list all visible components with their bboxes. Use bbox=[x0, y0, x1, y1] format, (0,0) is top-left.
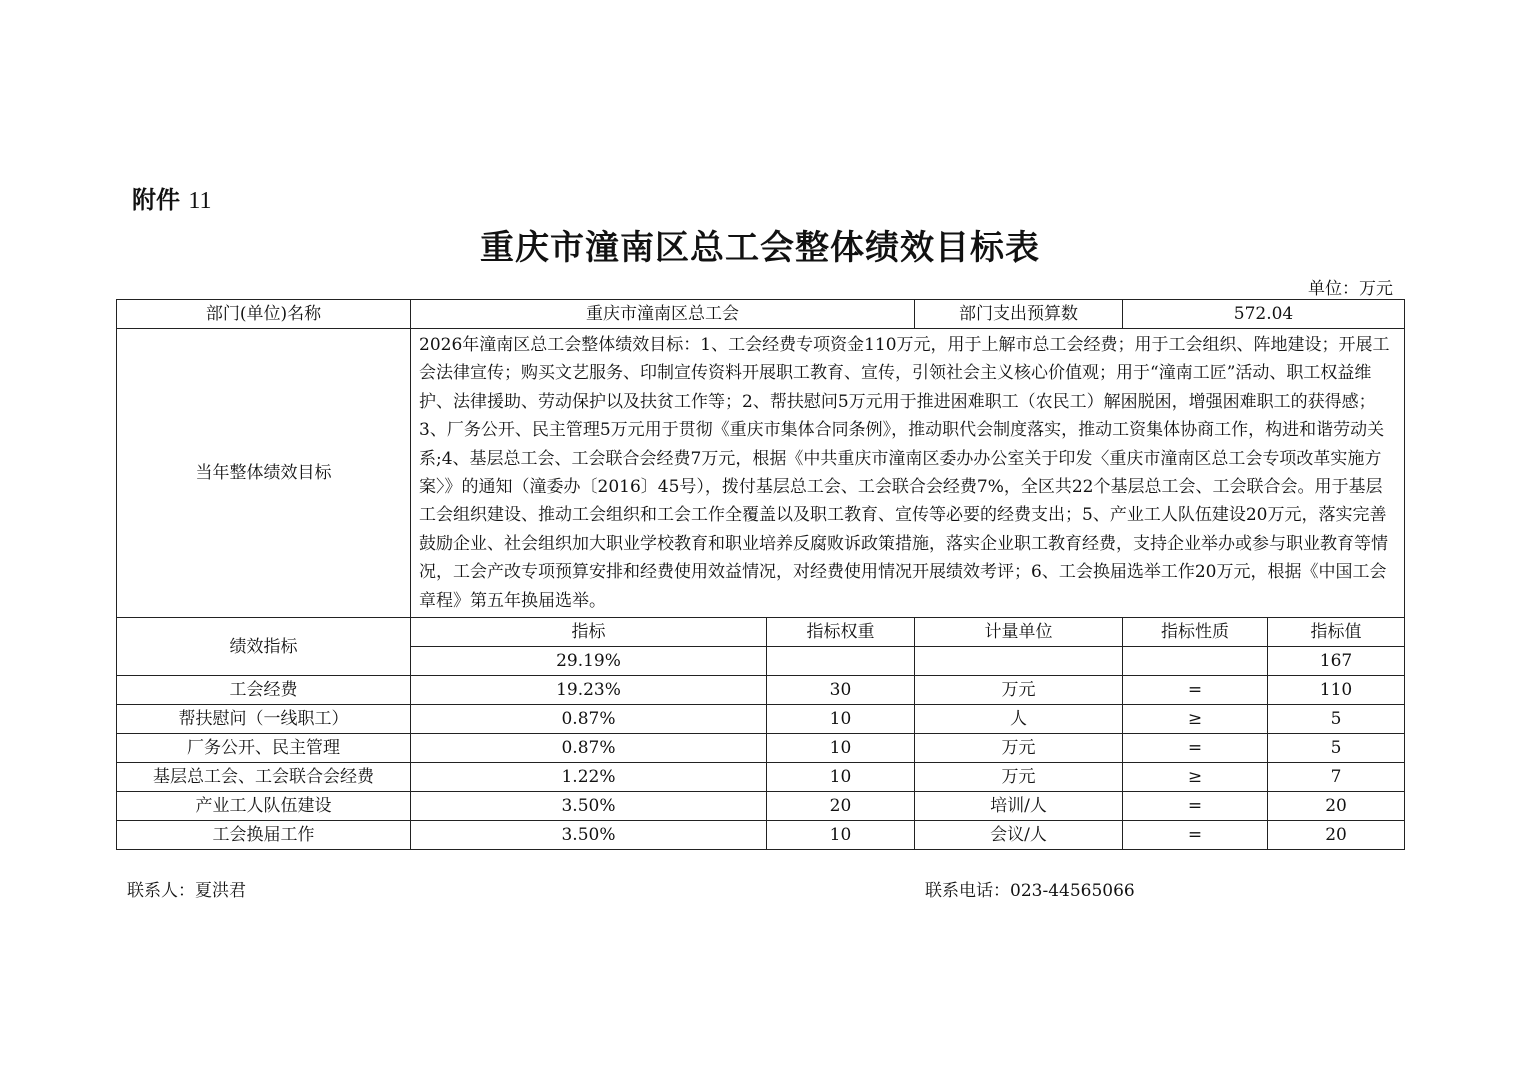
row-name: 厂务公开、民主管理 bbox=[117, 734, 411, 763]
row-indicator: 3.50% bbox=[411, 792, 767, 821]
column-header-value: 指标值 bbox=[1268, 618, 1405, 647]
row-unit: 万元 bbox=[915, 676, 1123, 705]
table-row bbox=[117, 821, 1405, 850]
row-nature: ≥ bbox=[1123, 763, 1268, 792]
column-header-unit: 计量单位 bbox=[915, 618, 1123, 647]
column-header-nature: 指标性质 bbox=[1123, 618, 1268, 647]
row-weight: 10 bbox=[767, 763, 915, 792]
row-name: 工会换届工作 bbox=[117, 821, 411, 850]
row-name: 基层总工会、工会联合会经费 bbox=[117, 763, 411, 792]
summary-unit bbox=[915, 647, 1123, 676]
column-header-weight: 指标权重 bbox=[767, 618, 915, 647]
indicator-section-label: 绩效指标 bbox=[117, 618, 411, 676]
row-weight: 30 bbox=[767, 676, 915, 705]
summary-value: 167 bbox=[1268, 647, 1405, 676]
row-name: 帮扶慰问（一线职工） bbox=[117, 705, 411, 734]
table-row bbox=[117, 763, 1405, 792]
dept-name-label: 部门(单位)名称 bbox=[117, 300, 411, 329]
attachment-label bbox=[132, 180, 211, 215]
indicator-header-row bbox=[117, 618, 1405, 647]
attachment-prefix: 附件 bbox=[132, 186, 180, 214]
contact-person: 联系人：夏洪君 bbox=[127, 881, 246, 901]
header-row bbox=[117, 300, 1405, 329]
row-indicator: 1.22% bbox=[411, 763, 767, 792]
row-unit: 人 bbox=[915, 705, 1123, 734]
row-name: 工会经费 bbox=[117, 676, 411, 705]
row-name: 产业工人队伍建设 bbox=[117, 792, 411, 821]
unit-label: 单位：万元 bbox=[1308, 279, 1393, 299]
row-indicator: 0.87% bbox=[411, 705, 767, 734]
table-row bbox=[117, 792, 1405, 821]
page-title: 重庆市潼南区总工会整体绩效目标表 bbox=[480, 228, 1040, 268]
row-value: 20 bbox=[1268, 821, 1405, 850]
budget-value: 572.04 bbox=[1123, 300, 1405, 329]
row-nature: = bbox=[1123, 792, 1268, 821]
row-nature: = bbox=[1123, 734, 1268, 763]
row-unit: 会议/人 bbox=[915, 821, 1123, 850]
goal-text: 2026年潼南区总工会整体绩效目标：1、工会经费专项资金110万元，用于上解市总工会经费；用于工会组织、阵地建设；开展工会法律宣传；购买文艺服务、印制宣传资料开展职工教育、宣传，引领社会主义核心价值观；用于“潼南工匠”活动、职工权益维护、法律援助、劳动保护以及扶贫工作等；2、帮扶慰问5万元用于推进困难职工（农民工）解困脱困，增强困难职工的获得感；3、厂务公开、民主管理5万元用于贯彻《重庆市集体合同条例》，推动职代会制度落实，推动工资集体协商工作，构进和谐劳动关系;4、基层总工会、工会联合会经费7万元，根据《中共重庆市潼南区委办办公室关于印发〈重庆市潼南区总工会专项改革实施方案〉》的通知（潼委办〔2016〕45号），拨付基层总工会、工会联合会经费7%，全区共22个基层总工会、工会联合会。用于基层工会组织建设、推动工会组织和工会工作全覆盖以及职工教育、宣传等必要的经费支出；5、产业工人队伍建设20万元，落实完善鼓励企业、社会组织加大职业学校教育和职业培养反腐败诉政策措施，落实企业职工教育经费，支持企业举办或参与职业教育等情况，工会产改专项预算安排和经费使用效益情况，对经费使用情况开展绩效考评；6、工会换届选举工作20万元，根据《中国工会章程》第五年换届选举。 bbox=[411, 329, 1405, 618]
column-header-indicator: 指标 bbox=[411, 618, 767, 647]
row-unit: 万元 bbox=[915, 763, 1123, 792]
budget-label: 部门支出预算数 bbox=[915, 300, 1123, 329]
goal-label: 当年整体绩效目标 bbox=[117, 329, 411, 618]
dept-name-value: 重庆市潼南区总工会 bbox=[411, 300, 915, 329]
row-nature: = bbox=[1123, 676, 1268, 705]
goal-row bbox=[117, 329, 1405, 618]
summary-indicator: 29.19% bbox=[411, 647, 767, 676]
row-nature: = bbox=[1123, 821, 1268, 850]
row-value: 20 bbox=[1268, 792, 1405, 821]
row-indicator: 0.87% bbox=[411, 734, 767, 763]
row-weight: 10 bbox=[767, 821, 915, 850]
table-row bbox=[117, 734, 1405, 763]
summary-weight bbox=[767, 647, 915, 676]
row-unit: 培训/人 bbox=[915, 792, 1123, 821]
row-value: 7 bbox=[1268, 763, 1405, 792]
table-row bbox=[117, 676, 1405, 705]
attachment-number: 11 bbox=[188, 188, 212, 214]
table-row bbox=[117, 705, 1405, 734]
row-indicator: 3.50% bbox=[411, 821, 767, 850]
contact-phone: 联系电话：023-44565066 bbox=[925, 881, 1135, 901]
summary-nature bbox=[1123, 647, 1268, 676]
row-value: 5 bbox=[1268, 734, 1405, 763]
row-value: 110 bbox=[1268, 676, 1405, 705]
row-weight: 20 bbox=[767, 792, 915, 821]
row-indicator: 19.23% bbox=[411, 676, 767, 705]
row-weight: 10 bbox=[767, 705, 915, 734]
row-weight: 10 bbox=[767, 734, 915, 763]
row-unit: 万元 bbox=[915, 734, 1123, 763]
row-nature: ≥ bbox=[1123, 705, 1268, 734]
row-value: 5 bbox=[1268, 705, 1405, 734]
performance-table bbox=[116, 299, 1405, 850]
